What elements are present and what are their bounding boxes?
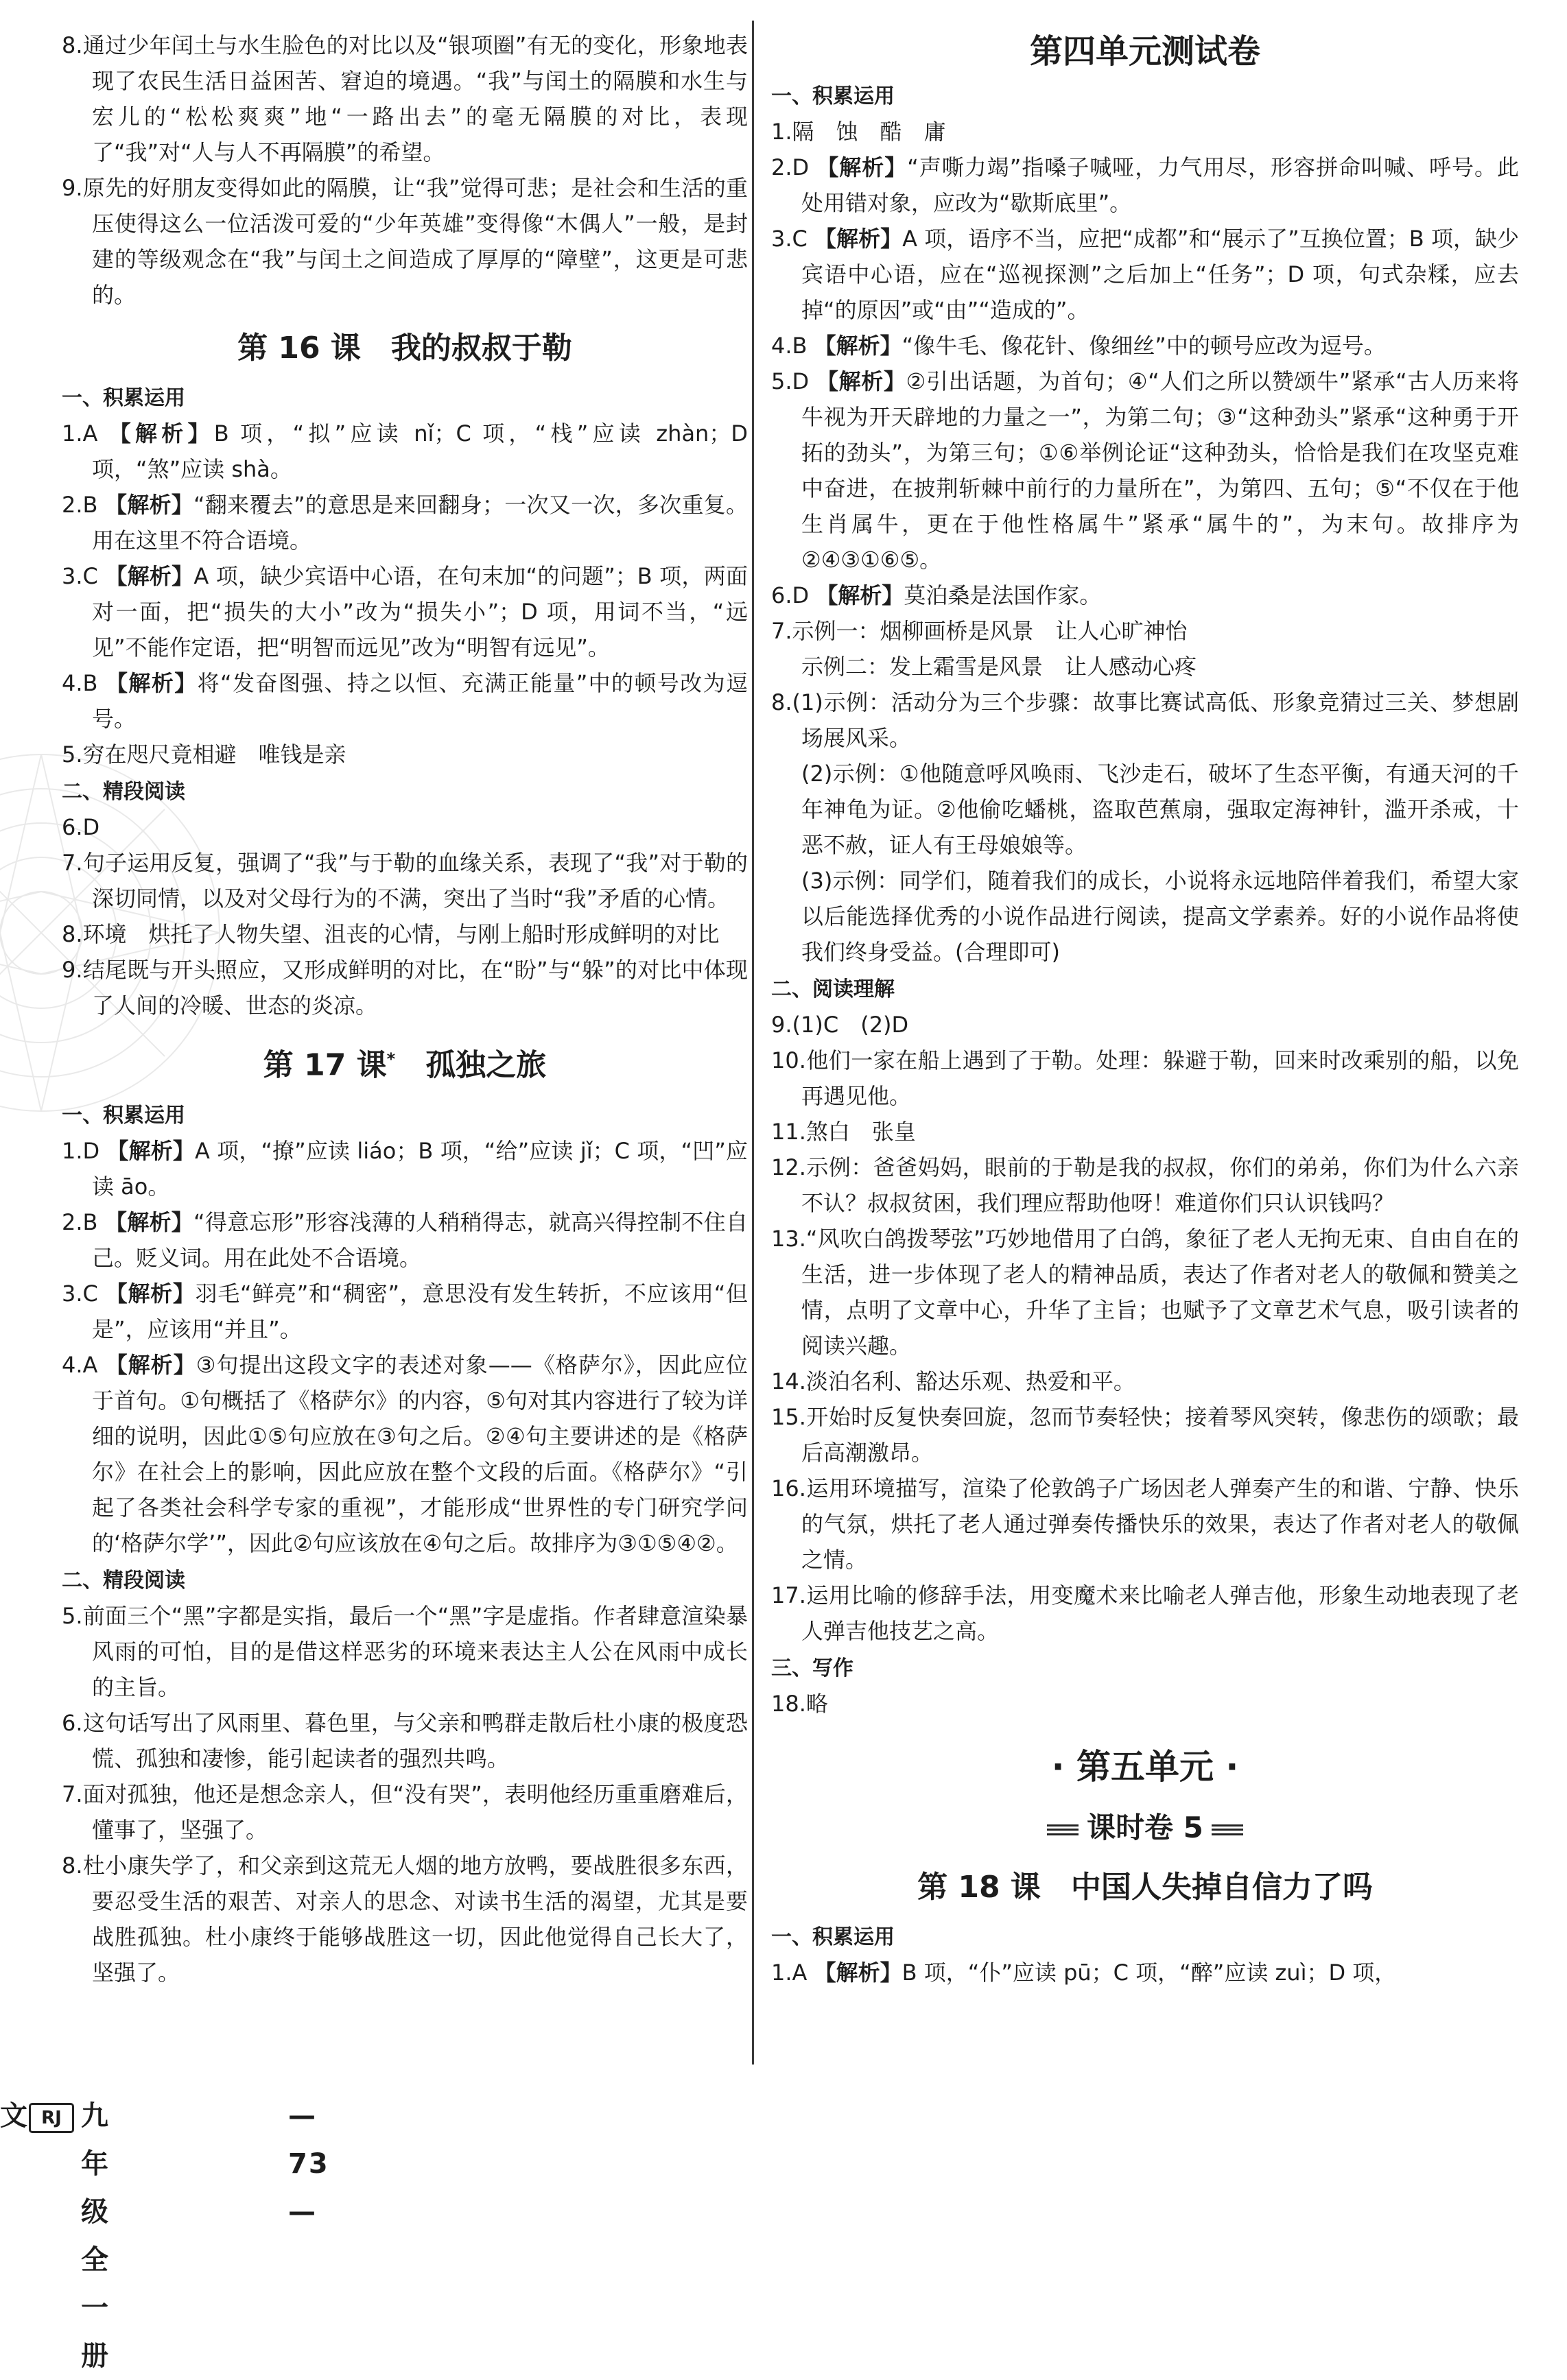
double-rule-left-icon	[1047, 1824, 1079, 1835]
answer-item: 8.环境 烘托了人物失望、沮丧的心情，与刚上船时形成鲜明的对比	[62, 921, 720, 947]
subject-label: 文	[0, 2100, 27, 2132]
edition-badge: RJ	[29, 2103, 74, 2133]
answer-item: 9.结尾既与开头照应，又形成鲜明的对比，在“盼”与“躲”的对比中体现了人间的冷暖、世态的炎凉。	[62, 957, 748, 1019]
answer-item: 11.煞白 张皇	[771, 1119, 916, 1145]
answer-item: 2.D 【解析】“声嘶力竭”指嗓子喊哑，力气用尽，形容拼命叫喊、呼号。此处用错对象，应改为“歇斯底里”。	[771, 154, 1519, 216]
answer-item: 3.C 【解析】A 项，缺少宾语中心语，在句末加“的问题”；B 项，两面对一面，把“损失的大小”改为“损失小”；D 项，用词不当，“远见”不能作定语，把“明智而远见”改为“明智有远见”。	[62, 563, 748, 661]
answer-item: 6.这句话写出了风雨里、暮色里，与父亲和鸭群走散后杜小康的极度恐慌、孤独和凄惨，能引起读者的强烈共鸣。	[62, 1709, 748, 1772]
answer-item: 3.C 【解析】A 项，语序不当，应把“成都”和“展示了”互换位置；B 项，缺少宾语中心语，应在“巡视探测”之后加上“任务”；D 项，句式杂糅，应去掉“的原因”或“由”“造成的”。	[771, 226, 1519, 323]
answer-item: 17.运用比喻的修辞手法，用变魔术来比喻老人弹吉他，形象生动地表现了老人弹吉他技艺之高。	[771, 1582, 1519, 1644]
answer-item: 7.句子运用反复，强调了“我”与于勒的血缘关系，表现了“我”对于勒的深切同情，以及对父母行为的不满，突出了当时“我”矛盾的心情。	[62, 850, 748, 912]
answer-item: 2.B 【解析】“翻来覆去”的意思是来回翻身；一次又一次，多次重复。用在这里不符合语境。	[62, 492, 748, 554]
answer-item: 4.A 【解析】③句提出这段文字的表述对象——《格萨尔》，因此应位于首句。①句概括了《格萨尔》的内容，⑤句对其内容进行了较为详细的说明，因此①⑤句应放在③句之后。②④句主要讲述的是《格萨尔》在社会上的影响，因此应放在整个文段的后面。《格萨尔》“引起了各类社会科学专家的重视”，才能形成“世界性的专门研究学问的‘格萨尔学’”，因此②句应该放在④句之后。故排序为③①⑤④②。	[62, 1351, 748, 1556]
column-divider	[752, 21, 754, 2064]
answer-item: 7.示例一：烟柳画桥是风景 让人心旷神怡	[771, 618, 1188, 644]
unit-5-title: · 第五单元 ·	[1051, 1747, 1239, 1787]
answer-item: 14.淡泊名利、豁达乐观、热爱和平。	[771, 1368, 1135, 1394]
answer-item: 4.B 【解析】将“发奋图强、持之以恒、充满正能量”中的顿号改为逗号。	[62, 670, 748, 732]
answer-item: 18.略	[771, 1691, 828, 1717]
keshi-title: 课时卷 5	[771, 1804, 1519, 1852]
answer-item: 5.穷在咫尺竟相避 唯钱是亲	[62, 741, 346, 767]
answer-item-continued: 示例二：发上霜雪是风景 让人感动心疼	[801, 654, 1197, 680]
answer-item: 15.开始时反复快奏回旋，忽而节奏轻快；接着琴风突转，像悲伤的颂歌；最后高潮激昂。	[771, 1404, 1519, 1466]
answer-item: 9.原先的好朋友变得如此的隔膜，让“我”觉得可悲；是社会和生活的重压使得这么一位活泼可爱的“少年英雄”变得像“木偶人”一般，是封建的等级观念在“我”与闰土之间造成了厚厚的“障壁”，这更是可悲的。	[62, 175, 748, 308]
answer-item: 6.D	[62, 814, 100, 840]
section-heading: 一、积累运用	[62, 1103, 185, 1128]
lesson-18-title: 第 18 课 中国人失掉自信力了吗	[917, 1870, 1373, 1905]
answer-item: 7.面对孤独，他还是想念亲人，但“没有哭”，表明他经历重重磨难后，懂事了，坚强了。	[62, 1781, 748, 1843]
answer-item: 16.运用环境描写，渲染了伦敦鸽子广场因老人弹奏产生的和谐、宁静、快乐的气氛，烘托了老人通过弹奏传播快乐的效果，表达了作者对老人的敬佩之情。	[771, 1475, 1519, 1573]
answer-item-continued: (2)示例：①他随意呼风唤雨、飞沙走石，破坏了生态平衡，有通天河的千年神龟为证。②他偷吃蟠桃，盗取芭蕉扇，强取定海神针，滥开杀戒，十恶不赦，证人有王母娘娘等。	[801, 761, 1519, 858]
section-heading: 三、写作	[771, 1656, 853, 1680]
section-heading: 一、积累运用	[771, 84, 895, 108]
answer-item: 6.D 【解析】莫泊桑是法国作家。	[771, 582, 1102, 608]
grade-label: 九年级全一册	[81, 2100, 108, 2372]
answer-item: 4.B 【解析】“像牛毛、像花针、像细丝”中的顿号应改为逗号。	[771, 333, 1386, 359]
lesson-17-title: 第 17 课* 孤独之旅	[263, 1047, 547, 1083]
answer-item: 5.前面三个“黑”字都是实指，最后一个“黑”字是虚指。作者肆意渲染暴风雨的可怕，目的是借这样恶劣的环境来表达主人公在风雨中成长的主旨。	[62, 1602, 748, 1700]
answer-item: 1.A 【解析】B 项，“仆”应读 pū；C 项，“醉”应读 zuì；D 项，	[771, 1960, 1397, 1986]
answer-item: 10.他们一家在船上遇到了于勒。处理：躲避于勒，回来时改乘别的船，以免再遇见他。	[771, 1047, 1519, 1109]
answer-item: 13.“风吹白鸽拨琴弦”巧妙地借用了白鸽，象征了老人无拘无束、自由自在的生活，进一步体现了老人的精神品质，表达了作者对老人的敬佩和赞美之情，点明了文章中心，升华了主旨；也赋予了文章艺术气息，吸引读者的阅读兴趣。	[771, 1226, 1519, 1359]
answer-item: 1.A 【解析】B 项，“拟”应读 nǐ；C 项，“栈”应读 zhàn；D 项，“煞”应读 shà。	[62, 420, 748, 482]
section-heading: 二、精段阅读	[62, 1568, 185, 1593]
answer-item: 8.(1)示例：活动分为三个步骤：故事比赛试高低、形象竞猜过三关、梦想剧场展风采。	[771, 689, 1519, 751]
answer-item: 8.杜小康失学了，和父亲到这荒无人烟的地方放鸭，要战胜很多东西，要忍受生活的艰苦、对亲人的思念、对读书生活的渴望，尤其是要战胜孤独。杜小康终于能够战胜这一切，因此他觉得自己长大了，坚强了。	[62, 1852, 748, 1986]
page-number: — 73 —	[288, 2100, 329, 2228]
section-heading: 一、积累运用	[771, 1925, 895, 1949]
section-heading: 二、精段阅读	[62, 780, 185, 804]
left-column	[62, 27, 748, 1990]
answer-item: 1.隔 蚀 酷 庸	[771, 119, 946, 145]
answer-item: 2.B 【解析】“得意忘形”形容浅薄的人稍稍得志，就高兴得控制不住自己。贬义词。用在此处不合语境。	[62, 1209, 748, 1271]
answer-item: 12.示例：爸爸妈妈，眼前的于勒是我的叔叔，你们的弟弟，你们为什么六亲不认？叔叔贫困，我们理应帮助他呀！难道你们只认识钱吗？	[771, 1154, 1519, 1216]
answer-item-continued: (3)示例：同学们，随着我们的成长，小说将永远地陪伴着我们，希望大家以后能选择优秀的小说作品进行阅读，提高文学素养。好的小说作品将使我们终身受益。(合理即可)	[801, 868, 1519, 965]
answer-item: 3.C 【解析】羽毛“鲜亮”和“稠密”，意思没有发生转折，不应该用“但是”，应该用“并且”。	[62, 1280, 748, 1342]
section-heading: 二、阅读理解	[771, 977, 895, 1001]
double-rule-right-icon	[1212, 1824, 1243, 1835]
section-heading: 一、积累运用	[62, 386, 185, 410]
answer-item: 5.D 【解析】②引出话题，为首句；④“人们之所以赞颂牛”紧承“古人历来将牛视为开天辟地的力量之一”，为第二句；③“这种劲头”紧承“这种勇于开拓的劲头”，为第三句；①⑥举例论证“这种劲头，恰恰是我们在攻坚克难中奋进，在披荆斩棘中前行的力量所在”，为第四、五句；⑤“不仅在于他生肖属牛，更在于他性格属牛”紧承“属牛的”，为末句。故排序为②④③①⑥⑤。	[771, 368, 1519, 573]
answer-item: 9.(1)C (2)D	[771, 1012, 909, 1038]
right-column	[771, 27, 1519, 1990]
answer-item: 8.通过少年闰土与水生脸色的对比以及“银项圈”有无的变化，形象地表现了农民生活日益困苦、窘迫的境遇。“我”与闰土的隔膜和水生与宏儿的“松松爽爽”地“一路出去”的毫无隔膜的对比，表现了“我”对“人与人不再隔膜”的希望。	[62, 32, 748, 165]
answer-item: 1.D 【解析】A 项，“撩”应读 liáo；B 项，“给”应读 jǐ；C 项，“凹”应读 āo。	[62, 1137, 748, 1200]
unit-4-test-title: 第四单元测试卷	[1029, 32, 1260, 71]
lesson-16-title: 第 16 课 我的叔叔于勒	[237, 331, 572, 366]
